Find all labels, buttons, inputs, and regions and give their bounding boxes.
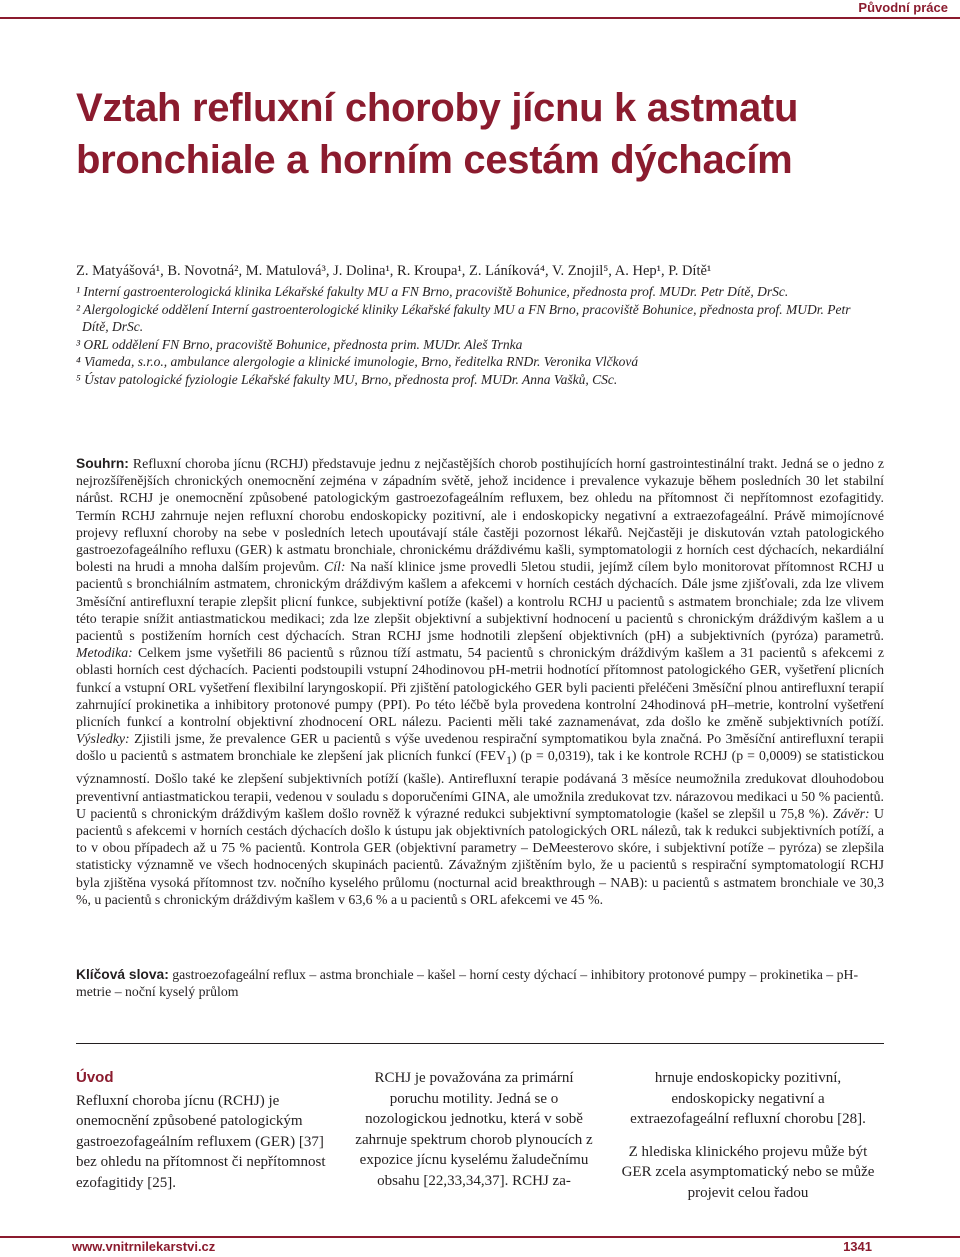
affiliation-1: ¹ Interní gastroenterologická klinika Lékařské fakulty MU a FN Brno, pracoviště Bohunice, přednosta prof. MUDr. Petr Dítě, DrSc. [76, 284, 789, 299]
aim-label: Cíl: [324, 559, 346, 575]
running-header [0, 0, 960, 18]
keywords-label: Klíčová slova: [76, 967, 169, 982]
body-column-3 [621, 1068, 875, 1203]
keywords-text: gastroezofageální reflux – astma bronchiale – kašel – horní cesty dýchací – inhibitory protonové pumpy – prokinetika – pH-metrie – noční kyselý průlom [76, 967, 859, 1000]
abstract-results-b: ) (p = 0,0319), tak i ke kontrole RCHJ (p = 0,0009) se statistickou významností. Došlo také ke zlepšení subjektivních potíží (kašle). Antirefluxní terapie podávaná 3 měsíce neumožnila zredukovat dlouhodobou preventivní antiastmatickou terapii, vedenou v souladu s doporučeními GINA, ale umožnila zredukovat tzv. nárazovou medikaci u 50 % pacientů. U pacientů s chronickým dráždivým kašlem došlo rovněž k výrazné redukci subjektivní symptomatologie (kašel se zlepšil u 75,8 %). [76, 748, 884, 821]
header-rule [0, 17, 960, 19]
abstract-conclusion: U pacientů s afekcemi v horních cestách dýchacích došlo k ústupu jak objektivních patologických ORL nálezů, tak k redukci subjektivních potíží, a to v obou případech až u 75 % pacientů. Kontrola GER (objektivní parametry – DeMeesterovo skóre, i subjektivní potíže – pyróza) se zlepšila statisticky významně ve všech hodnocených skupinách pacientů. Závažným zjištěním bylo, že u pacientů s respirační symptomatologií RCHJ byla zjištěna vysoká přítomnost tzv. nočního kyselého průlomu (nocturnal acid breakthrough – NAB): u pacientů s astmatem bronchiale ve 30,3 %, u pacientů s chronickým dráždivým kašlem v 63,6 % a u pacientů s ORL afekcemi ve 45 %. [76, 805, 884, 907]
keywords [76, 966, 884, 1000]
affiliation-2: ² Alergologické oddělení Interní gastroenterologické kliniky Lékařské fakulty MU a FN Brno, pracoviště Bohunice, přednosta prof. MUDr. Petr Dítě, DrSc. [76, 301, 851, 334]
abstract-label: Souhrn: [76, 456, 129, 471]
affiliation-5: ⁵ Ústav patologické fyziologie Lékařské fakulty MU, Brno, přednosta prof. MUDr. Anna Vašků, CSc. [76, 371, 618, 387]
abstract-background: Refluxní choroba jícnu (RCHJ) představuje jednu z nejčastějších chorob postihujících horní gastrointestinální trakt. Jedná se o jedno z nejrozšířenějších chronických onemocnění zejména v západním světě, jehož incidence i prevalence vykazuje během posledních 30 let stabilní nárůst. RCHJ je onemocnění způsobené patologickým gastroezofageálním refluxem, bez ohledu na přítomnost či nepřítomnost ezofagitidy. Termín RCHJ zahrnuje nejen refluxní chorobu endoskopicky pozitivní, ale i endoskopicky negativní a extraezofageální. Právě mimojícnové projevy refluxní choroby na sebe v posledních letech upoutávají stále častěji pozornost lékařů. Nejčastěji je diskutován vztah patologického gastroezofageálního refluxu (GER) k astmatu bronchiale, chronickému dráždivému kašli, symptomatologii z horních cest dýchacích, nekardiální bolesti na hrudi a mnoha dalším projevům. [76, 456, 884, 575]
section-divider [76, 1043, 884, 1044]
results-label: Výsledky: [76, 731, 130, 747]
body-column-1 [76, 1068, 326, 1193]
footer-rule [0, 1236, 960, 1238]
conclusion-label: Závěr: [832, 805, 870, 821]
body-paragraph: Refluxní choroba jícnu (RCHJ) je onemocnění způsobené patologickým gastroezofageálním refluxem (GER) [37] bez ohledu na přítomnost či nepřítomnost ezofagitidy [25]. [76, 1092, 326, 1191]
abstract-results-a: Zjistili jsme, že prevalence GER u pacientů s výše uvedenou respirační symptomatikou byla značná. Po 3měsíční antirefluxní terapii došlo u pacientů s astmatem bronchiale ke zlepšení jak plicních funkcí (FEV [76, 731, 885, 764]
fev-subscript: 1 [506, 755, 512, 768]
section-label: Původní práce [858, 0, 948, 15]
body-column-2 [349, 1068, 599, 1191]
abstract-aim: Na naší klinice jsme provedli 5letou studii, jejímž cílem bylo monitorovat přítomnost RCHJ u pacientů s bronchiálním astmatem, chronickým dráždivým kašlem a afekcemi v horních cestách dýchacích. Dále jsme zjišťovali, zda lze vlivem 3měsíční antirefluxní terapie zlepšit plicní funkce, subjektivní potíže (kašel) a kontrolu RCHJ u pacientů s astmatem bronchiale; zda lze vlivem této terapie snížit antiastmatickou medikaci; zda lze zlepšit objektivní a subjektivní hodnocení u pacientů s chronickým dráždivým kašlem a u pacientů s postižením horních cest dýchacích. Stran RCHJ jsme hodnotili zlepšení objektivních (pH) a subjektivních (pyróza) parametrů. [76, 559, 884, 644]
body-paragraph: RCHJ je považována za primární poruchu motility. Jedná se o nozologickou jednotku, která v sobě zahrnuje spektrum chorob plynoucích z expozice jícnu kyselému žaludečnímu obsahu [22,33,34,37]. RCHJ za- [355, 1070, 593, 1189]
author-list: Z. Matyášová¹, B. Novotná², M. Matulová³, J. Dolina¹, R. Kroupa¹, Z. Láníková⁴, V. Znojil⁵, A. Hep¹, P. Dítě¹ [76, 263, 712, 279]
body-paragraph: Z hlediska klinického projevu může být GER zcela asymptomatický nebo se může projevit celou řadou [621, 1143, 875, 1201]
website-link[interactable]: www.vnitrnilekarstvi.cz [72, 1239, 216, 1254]
abstract [76, 455, 884, 908]
body-paragraph: hrnuje endoskopicky pozitivní, endoskopicky negativní a extraezofageální refluxní chorobu [28]. [630, 1070, 866, 1127]
methods-label: Metodika: [76, 645, 133, 661]
article-title: Vztah refluxní choroby jícnu k astmatu bronchiale a horním cestám dýchacím [76, 86, 799, 182]
section-heading: Úvod [76, 1069, 114, 1086]
page-number: 1341 [843, 1239, 872, 1254]
abstract-methods: Celkem jsme vyšetřili 86 pacientů s různou tíží astmatu, 54 pacientů s chronickým dráždivým kašlem a 31 pacientů s afekcemi z oblasti horních cest dýchacích. Pacienti podstoupili vstupní 24hodinovou pH-metrii hodnotící přítomnost patologického GER, vyšetření plicních funkcí a vstupní ORL vyšetření flexibilní laryngoskopií. Při zjištění patologického GER byli pacienti přeléčeni 3měsíční plnou antirefluxní terapií zahrnující prokinetika a inhibitory protonové pumpy (PPI). Po této léčbě byla provedena kontrolní 24hodinová pH–metrie, kontrolní vyšetření plicních funkcí a kontrolní objektivní zhodnocení ORL nálezu. Pacienti měli také zaznamenávat, zda došlo ke změně subjektivních potíží. [76, 645, 885, 730]
running-footer [0, 1234, 960, 1257]
affiliation-4: ⁴ Viameda, s.r.o., ambulance alergologie a klinické imunologie, Brno, ředitelka RNDr. Veronika Vlčková [76, 354, 639, 369]
affiliations [76, 283, 876, 388]
affiliation-3: ³ ORL oddělení FN Brno, pracoviště Bohunice, přednosta prim. MUDr. Aleš Trnka [76, 336, 523, 352]
